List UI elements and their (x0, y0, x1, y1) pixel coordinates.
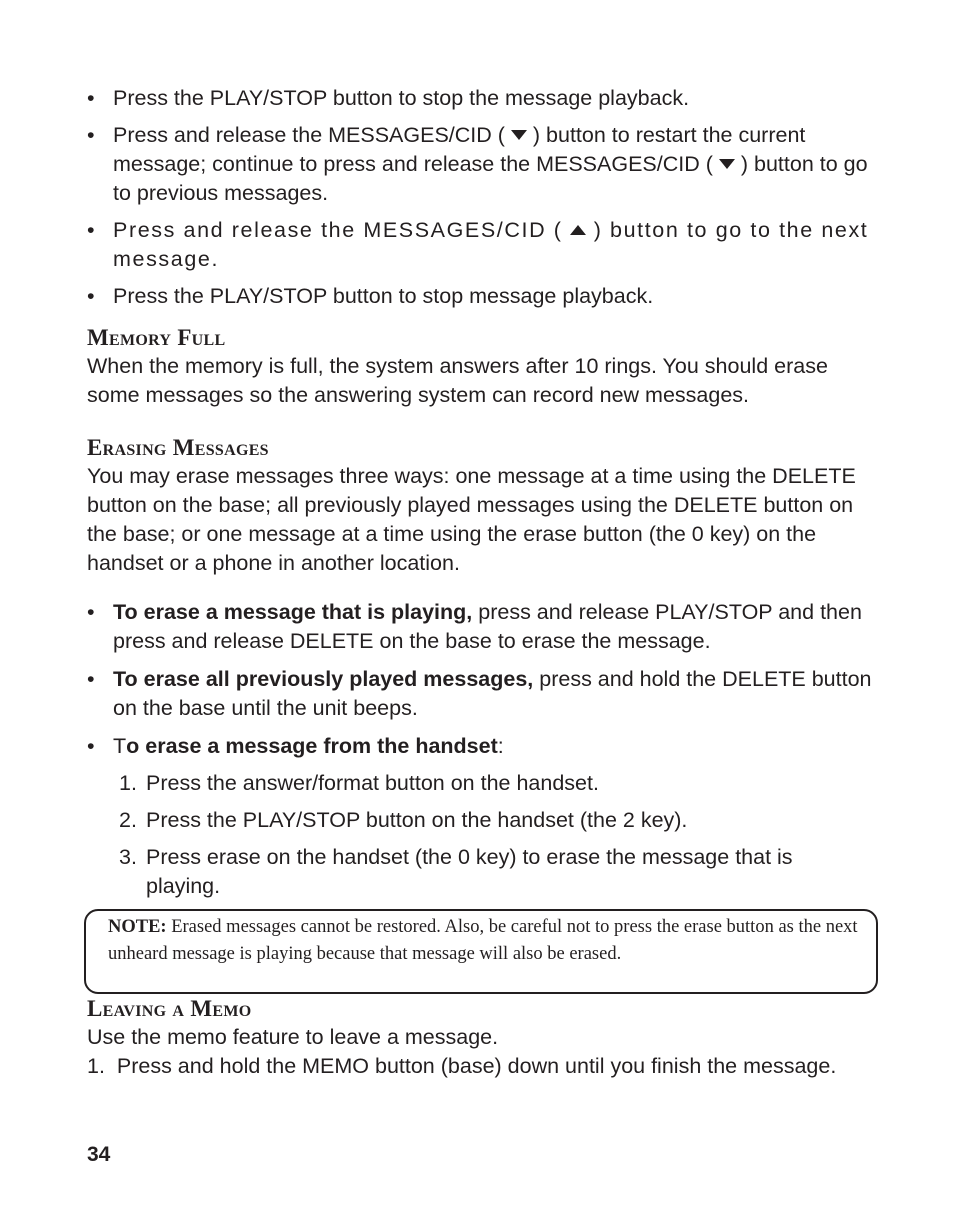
list-item: • To erase a message from the handset: (87, 734, 504, 758)
list-item: • Press and release the MESSAGES/CID ( ) button to restart the current message; continue to press and release the MESSAGES/CID ( ) button to go to previous messages. (87, 123, 868, 205)
memo-intro: Use the memo feature to leave a message. (87, 1025, 499, 1049)
triangle-down-icon (511, 130, 527, 140)
list-item: 1. Press the answer/format button on the handset. (119, 771, 599, 795)
section-heading: Erasing Messages (87, 435, 269, 460)
triangle-down-icon (719, 159, 735, 169)
list-item: • To erase all previously played messages, press and hold the DELETE button on the base until the unit beeps. (87, 667, 872, 720)
note-label: NOTE: (108, 917, 167, 937)
list-item: • Press and release the MESSAGES/CID ( ) button to go to the next message. (87, 218, 869, 271)
note-text: Erased messages cannot be restored. Also, be careful not to press the erase button as the next unheard message is playing because that message will also be erased. (108, 917, 858, 964)
playback-bullets (87, 84, 877, 311)
memo-step-1: 1. Press and hold the MEMO button (base) down until you finish the message. (87, 1054, 837, 1078)
erasing-section (87, 434, 877, 578)
triangle-up-icon (570, 225, 586, 235)
memo-section (87, 995, 877, 1081)
list-item: • To erase a message that is playing, press and release PLAY/STOP and then press and release DELETE on the base to erase the message. (87, 600, 862, 653)
erasing-bullets (87, 598, 877, 770)
list-item: • Press the PLAY/STOP button to stop the message playback. (87, 86, 690, 110)
memory-full-section (87, 324, 877, 410)
list-item: 2. Press the PLAY/STOP button on the handset (the 2 key). (119, 808, 688, 832)
section-heading: Memory Full (87, 325, 226, 350)
page-number: 34 (87, 1143, 111, 1166)
erasing-intro: You may erase messages three ways: one message at a time using the DELETE button on the base; all previously played messages using the DELETE button on the base; or one message at a time using the erase button (the 0 key) on the handset or a phone in another location. (87, 464, 856, 575)
memory-full-text: When the memory is full, the system answers after 10 rings. You should erase some messages so the answering system can record new messages. (87, 354, 828, 407)
list-item: • Press the PLAY/STOP button to stop message playback. (87, 284, 654, 308)
note-box (84, 909, 878, 994)
handset-erase-steps (87, 769, 909, 901)
list-item: 3. Press erase on the handset (the 0 key) to erase the message that is playing. (119, 845, 793, 898)
section-heading: Leaving a Memo (87, 996, 252, 1021)
